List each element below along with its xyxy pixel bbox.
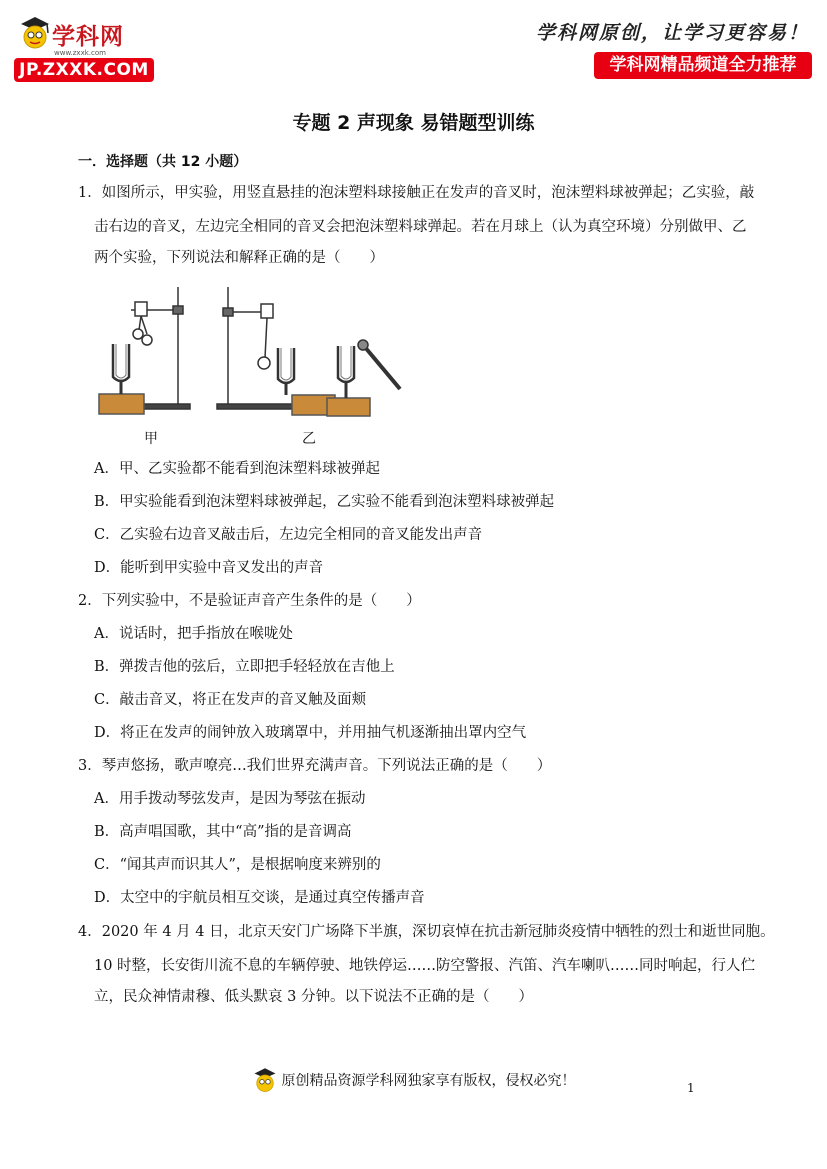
q4-line-2: 10 时整，长安街川流不息的车辆停驶、地铁停运……防空警报、汽笛、汽车喇叭……同时响起，行人伫 — [94, 958, 756, 974]
q4-line-3: 立，民众神情肃穆、低头默哀 3 分钟。以下说法不正确的是（ ） — [94, 989, 533, 1005]
q3-line-1: 3．琴声悠扬，歌声嘹亮…我们世界充满声音。下列说法正确的是（ ） — [78, 758, 552, 774]
q4-line-1: 4．2020 年 4 月 4 日，北京天安门广场降下半旗，深切哀悼在抗击新冠肺炎疫情中牺牲的烈士和逝世同胞。 — [78, 924, 775, 940]
footer-text: 原创精品资源学科网独家享有版权，侵权必究！ — [281, 1073, 576, 1089]
q3-option-b[interactable]: B．高声唱国歌，其中“高”指的是音调高 — [94, 824, 352, 840]
site-badge[interactable]: JP.ZXXK.COM — [14, 58, 154, 82]
channel-banner[interactable]: 学科网精品频道全力推荐 — [594, 52, 812, 79]
q1-figure — [95, 282, 425, 422]
q3-option-c[interactable]: C．“闻其声而识其人”，是根据响度来辨别的 — [94, 857, 381, 873]
q1-option-d[interactable]: D．能听到甲实验中音叉发出的声音 — [94, 560, 324, 576]
slogan: 学科网原创，让学习更容易！ — [535, 22, 809, 44]
page-number: 1 — [687, 1081, 695, 1095]
q3-option-d[interactable]: D．太空中的宇航员相互交谈，是通过真空传播声音 — [94, 890, 425, 906]
q2-line-1: 2．下列实验中，不是验证声音产生条件的是（ ） — [78, 593, 421, 609]
q1-option-c[interactable]: C．乙实验右边音叉敲击后，左边完全相同的音叉能发出声音 — [94, 527, 483, 543]
figure-jia-apparatus — [99, 287, 190, 414]
brand-name: 学科网 — [52, 24, 124, 50]
section-heading: 一．选择题（共 12 小题） — [78, 154, 248, 170]
mascot-icon — [18, 14, 52, 54]
q1-line-2: 击右边的音叉，左边完全相同的音叉会把泡沫塑料球弹起。若在月球上（认为真空环境）分别做甲、乙 — [94, 219, 747, 235]
q2-option-c[interactable]: C．敲击音叉，将正在发声的音叉触及面颊 — [94, 692, 367, 708]
site-logo[interactable] — [14, 12, 159, 84]
q2-option-d[interactable]: D．将正在发声的闹钟放入玻璃罩中，并用抽气机逐渐抽出罩内空气 — [94, 725, 527, 741]
q1-option-a[interactable]: A．甲、乙实验都不能看到泡沫塑料球被弹起 — [94, 461, 380, 477]
q1-option-b[interactable]: B．甲实验能看到泡沫塑料球被弹起，乙实验不能看到泡沫塑料球被弹起 — [94, 494, 555, 510]
q3-option-a[interactable]: A．用手拨动琴弦发声，是因为琴弦在振动 — [94, 791, 366, 807]
page-title: 专题 2 声现象 易错题型训练 — [292, 112, 535, 134]
figure-label-yi: 乙 — [302, 431, 316, 447]
q2-option-b[interactable]: B．弹拨吉他的弦后，立即把手轻轻放在吉他上 — [94, 659, 395, 675]
footer-copyright — [0, 1066, 827, 1096]
q2-option-a[interactable]: A．说话时，把手指放在喉咙处 — [94, 626, 293, 642]
brand-url: www.zxxk.com — [54, 49, 106, 57]
figure-yi-apparatus — [217, 287, 400, 416]
mascot-icon — [252, 1066, 278, 1096]
figure-label-jia: 甲 — [144, 431, 158, 447]
q1-line-3: 两个实验，下列说法和解释正确的是（ ） — [94, 250, 384, 266]
q1-line-1: 1．如图所示，甲实验，用竖直悬挂的泡沫塑料球接触正在发声的音叉时，泡沫塑料球被弹起；乙实验，敲 — [78, 185, 755, 201]
